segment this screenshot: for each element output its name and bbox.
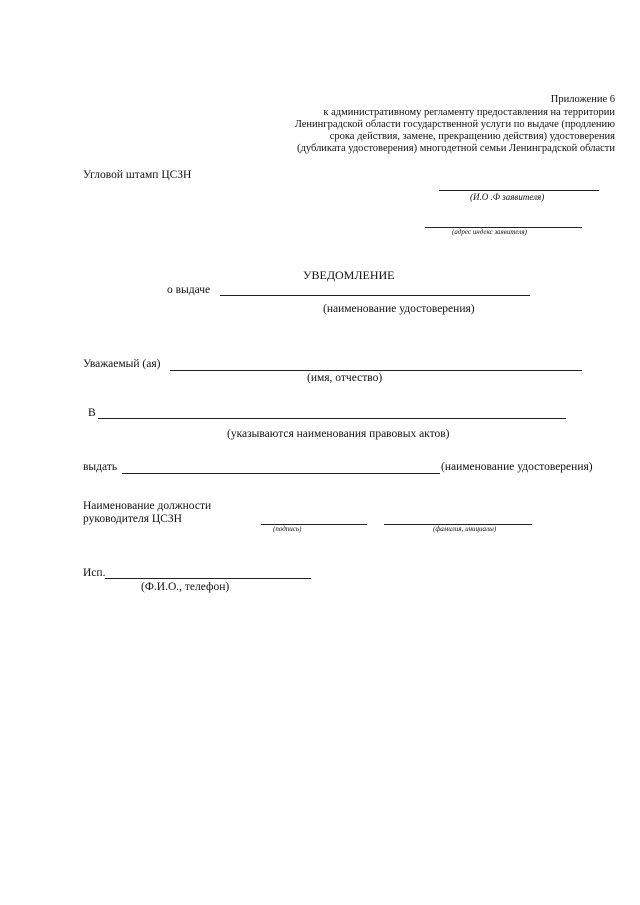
appendix-number: Приложение 6 [550, 94, 615, 105]
appendix-text-line: (дубликата удостоверения) многодетной семьи Ленинградской области [297, 143, 615, 154]
signatory-position-line1: Наименование должности [83, 500, 212, 512]
appendix-text-line: срока действия, замене, прекращению действия) удостоверения [329, 131, 615, 142]
executor-label: Исп. [83, 567, 106, 579]
basis-line [98, 418, 566, 419]
appendix-text-line: к административному регламенту предоставления на территории [323, 107, 615, 118]
basis-caption: (указываются наименования правовых актов) [227, 428, 450, 440]
issue-caption: (наименование удостоверения) [441, 461, 593, 473]
executor-caption: (Ф.И.О., телефон) [141, 581, 230, 593]
issue-label: выдать [83, 461, 118, 473]
applicant-address-caption: (адрес индекс заявителя) [452, 228, 527, 236]
notice-about-line [220, 295, 530, 296]
basis-label: В [88, 407, 96, 419]
signature-caption: (подпись) [273, 525, 302, 533]
greeting-caption: (имя, отчество) [307, 372, 383, 384]
corner-stamp-label: Угловой штамп ЦСЗН [83, 169, 192, 181]
applicant-name-caption: (И.О .Ф заявителя) [470, 192, 545, 202]
signatory-name-caption: (фамилия, инициалы) [433, 525, 497, 533]
signatory-position-line2: руководителя ЦСЗН [83, 513, 182, 525]
applicant-name-line [439, 190, 599, 191]
issue-line [122, 473, 440, 474]
greeting-label: Уважаемый (ая) [83, 358, 161, 370]
executor-line [105, 578, 311, 579]
notice-about-label: о выдаче [167, 284, 211, 296]
notice-title: УВЕДОМЛЕНИЕ [303, 268, 395, 282]
greeting-line [170, 370, 582, 371]
notice-about-caption: (наименование удостоверения) [323, 303, 475, 315]
appendix-text-line: Ленинградской области государственной услуги по выдаче (продлению [294, 119, 615, 130]
